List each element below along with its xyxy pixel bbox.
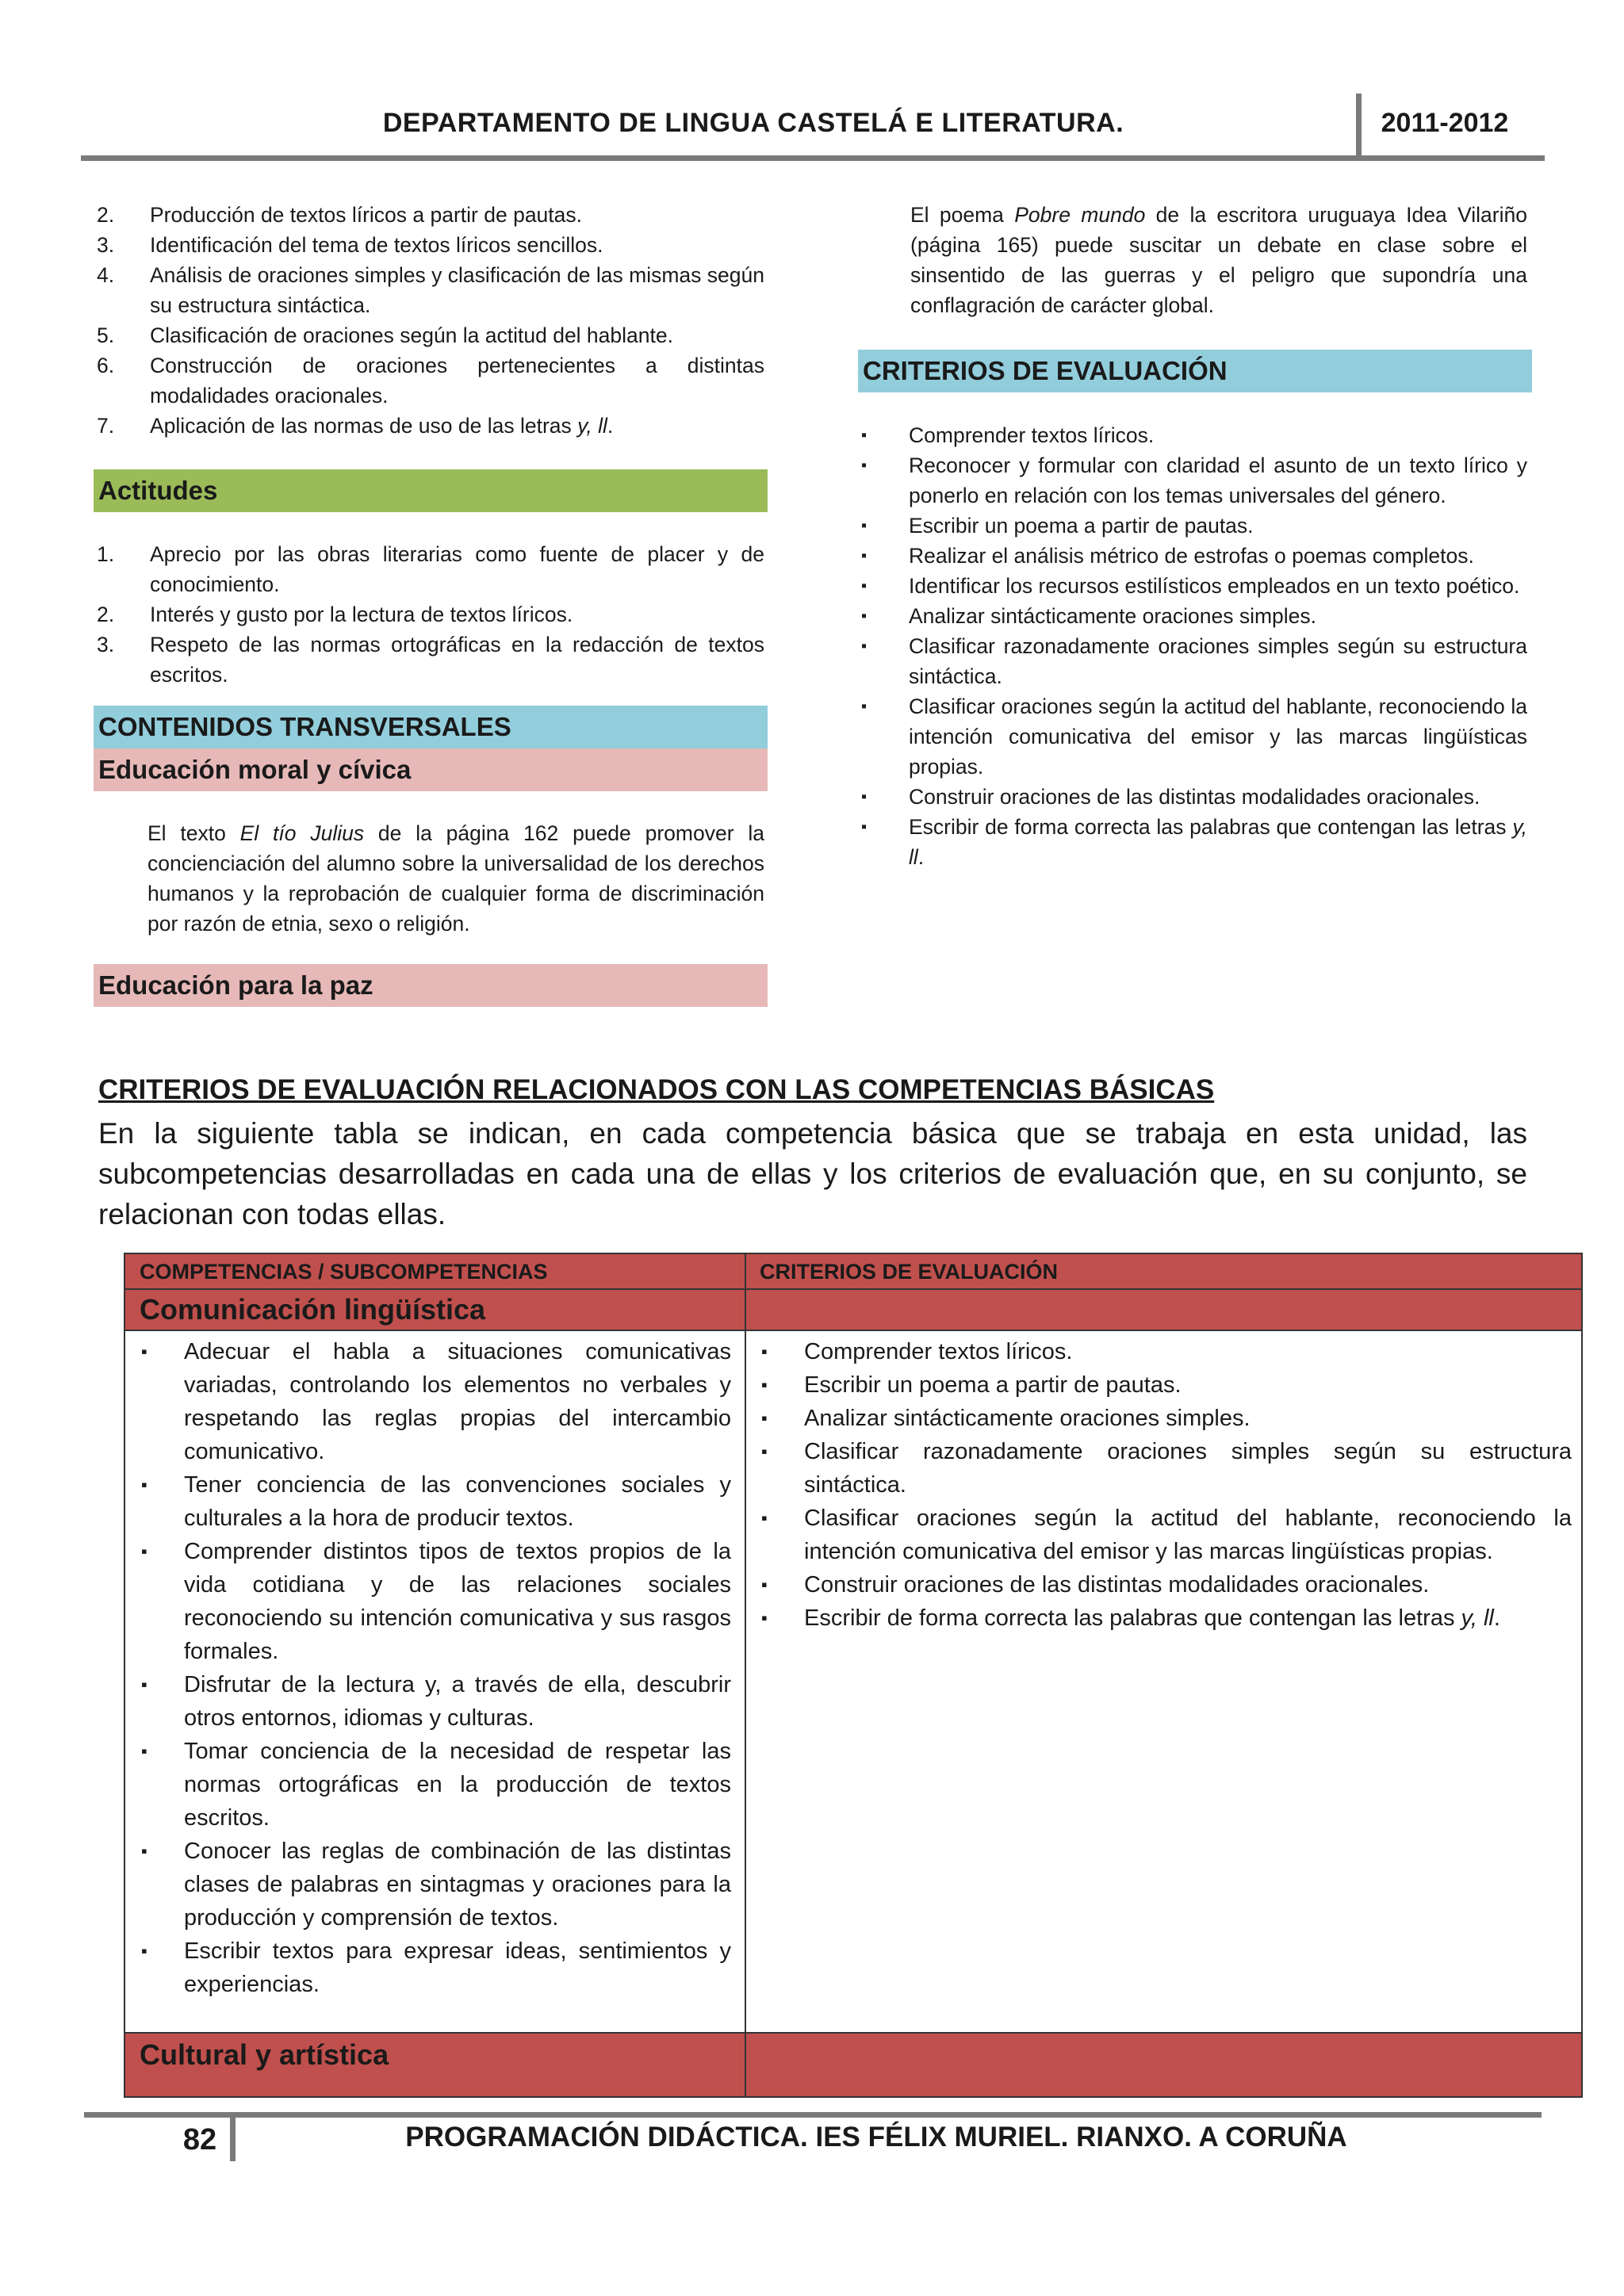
- list-item: [756, 1402, 1572, 1435]
- moral-civica-paragraph: [147, 818, 764, 939]
- list-item: [861, 812, 1527, 872]
- bullet-icon: ▪: [141, 1741, 147, 1761]
- list-item-text: Analizar sintácticamente oraciones simples.: [804, 1406, 1251, 1431]
- list-item-text: .: [607, 414, 614, 438]
- list-item-text: Clasificar razonadamente oraciones simples según su estructura sintáctica.: [804, 1439, 1572, 1498]
- list-item-text: Construir oraciones de las distintas modalidades oracionales.: [909, 785, 1480, 809]
- list-item-text: Escribir un poema a partir de pautas.: [909, 514, 1254, 538]
- list-item-text: Tener conciencia de las convenciones sociales y culturales a la hora de producir textos.: [184, 1472, 731, 1531]
- bullet-icon: ▪: [861, 517, 868, 534]
- bullet-icon: ▪: [761, 1375, 768, 1395]
- criterios-heading: CRITERIOS DE EVALUACIÓN: [858, 350, 1532, 392]
- page-number: 82: [182, 2123, 217, 2156]
- list-item-text: Producción de textos líricos a partir de pautas.: [150, 203, 583, 227]
- list-item-text: Análisis de oraciones simples y clasificación de las mismas según su estructura sintáctica.: [150, 263, 764, 317]
- bullet-icon: ▪: [861, 607, 868, 625]
- list-item-text: Escribir un poema a partir de pautas.: [804, 1372, 1182, 1398]
- bullet-icon: ▪: [761, 1575, 768, 1594]
- list-item-text: Escribir de forma correcta las palabras que contengan las letras: [909, 815, 1513, 839]
- list-item: [861, 631, 1527, 691]
- list-item: [756, 1435, 1572, 1502]
- list-item-italic: y, ll: [1461, 1605, 1494, 1631]
- table-criterios-list: [756, 1335, 1572, 1635]
- list-item-text: Comprender textos líricos.: [804, 1339, 1073, 1364]
- table-group-cultural-criterios: [745, 2033, 1581, 2096]
- list-item: [861, 541, 1527, 571]
- table-rule: [125, 1288, 1581, 1290]
- competencias-section-title: CRITERIOS DE EVALUACIÓN RELACIONADOS CON LAS COMPETENCIAS BÁSICAS: [98, 1074, 1215, 1105]
- table-column-rule: [745, 1254, 746, 2096]
- list-item-text: Disfrutar de la lectura y, a través de ella, descubrir otros entornos, idiomas y culturas.: [184, 1672, 731, 1731]
- criterios-list: [861, 420, 1527, 872]
- bullet-icon: ▪: [861, 427, 868, 444]
- list-item-text: Clasificación de oraciones según la actitud del hablante.: [150, 323, 673, 347]
- list-number: 1.: [97, 542, 115, 566]
- list-item: [861, 691, 1527, 782]
- paz-text-part: de la escritora uruguaya Idea Vilariño (página 165) puede suscitar un debate en clase sobre el sinsentido de las guerras y el peligro que supondría una conflagración de carácter global.: [910, 203, 1527, 317]
- table-header-criterios: CRITERIOS DE EVALUACIÓN: [745, 1254, 1581, 1289]
- list-item: [136, 1735, 731, 1835]
- list-item: [861, 420, 1527, 450]
- list-number: 6.: [97, 354, 115, 377]
- bullet-icon: ▪: [141, 1475, 147, 1494]
- list-item-text: .: [917, 845, 925, 869]
- list-item-text: .: [1493, 1605, 1500, 1631]
- list-item-text: Construir oraciones de las distintas modalidades oracionales.: [804, 1572, 1430, 1598]
- list-item: [136, 1668, 731, 1735]
- table-group-cultural: Cultural y artística: [125, 2033, 745, 2096]
- table-header-competencias: COMPETENCIAS / SUBCOMPETENCIAS: [125, 1254, 745, 1289]
- list-number: 4.: [97, 263, 115, 287]
- actitudes-list: [97, 539, 764, 690]
- list-number: 7.: [97, 414, 115, 438]
- footer-text: PROGRAMACIÓN DIDÁCTICA. IES FÉLIX MURIEL. RIANXO. A CORUÑA: [405, 2122, 1347, 2152]
- competencias-intro: En la siguiente tabla se indican, en cada competencia básica que se trabaja en esta unidad, las subcompetencias desarrolladas en cada una de ellas y los criterios de evaluación que, en su conjunto, se relacionan con todas ellas.: [98, 1117, 1527, 1230]
- bullet-icon: ▪: [141, 1541, 147, 1561]
- list-item: [97, 200, 764, 230]
- list-item: [756, 1335, 1572, 1368]
- list-item-text: Identificación del tema de textos líricos sencillos.: [150, 233, 603, 257]
- list-item-text: Conocer las reglas de combinación de las distintas clases de palabras en sintagmas y oraciones para la producción y comprensión de textos.: [184, 1839, 731, 1931]
- bullet-icon: ▪: [861, 788, 868, 806]
- bullet-icon: ▪: [141, 1941, 147, 1961]
- list-item-text: Construcción de oraciones pertenecientes a distintas modalidades oracionales.: [150, 354, 764, 408]
- list-item: [97, 629, 764, 690]
- list-number: 2.: [97, 203, 115, 227]
- list-number: 3.: [97, 233, 115, 257]
- list-item-text: Reconocer y formular con claridad el asunto de un texto lírico y ponerlo en relación con los temas universales del género.: [909, 453, 1527, 507]
- table-rule: [125, 1330, 1581, 1331]
- list-item-italic: y, ll: [577, 414, 607, 438]
- table-group-comunicacion-criterios: [745, 1289, 1581, 1330]
- subcompetencias-list: [136, 1335, 731, 2001]
- bullet-icon: ▪: [861, 818, 868, 836]
- moral-text-part: El texto: [147, 821, 240, 845]
- list-item: [97, 350, 764, 411]
- list-item: [97, 320, 764, 350]
- list-item: [136, 1934, 731, 2001]
- paz-heading: Educación para la paz: [94, 964, 768, 1007]
- bullet-icon: ▪: [761, 1508, 768, 1528]
- moral-civica-heading: Educación moral y cívica: [94, 748, 768, 791]
- list-item-text: Tomar conciencia de la necesidad de respetar las normas ortográficas en la producción de textos escritos.: [184, 1739, 731, 1831]
- footer-divider-vertical: [230, 2115, 236, 2161]
- list-item-text: Comprender distintos tipos de textos propios de la vida cotidiana y de las relaciones sociales reconociendo su intención comunicativa y sus rasgos formales.: [184, 1539, 731, 1664]
- list-item: [136, 1835, 731, 1934]
- header-divider-vertical: [1356, 94, 1362, 157]
- list-item-text: Analizar sintácticamente oraciones simples.: [909, 604, 1317, 628]
- list-number: 3.: [97, 633, 115, 656]
- list-item-text: Escribir textos para expresar ideas, sentimientos y experiencias.: [184, 1938, 731, 1997]
- list-item: [861, 782, 1527, 812]
- bullet-icon: ▪: [761, 1608, 768, 1628]
- list-item: [136, 1468, 731, 1535]
- bullet-icon: ▪: [861, 637, 868, 655]
- list-item: [861, 511, 1527, 541]
- bullet-icon: ▪: [141, 1841, 147, 1861]
- list-item-text: Clasificar oraciones según la actitud del hablante, reconociendo la intención comunicativa del emisor y las marcas lingüísticas propias.: [909, 695, 1527, 779]
- footer-rule: [84, 2112, 1542, 2118]
- list-item: [756, 1568, 1572, 1601]
- list-item: [97, 260, 764, 320]
- list-item-italic: y, ll: [909, 815, 1527, 869]
- bullet-icon: ▪: [861, 698, 868, 715]
- list-item-text: Identificar los recursos estilísticos empleados en un texto poético.: [909, 574, 1520, 598]
- list-number: 5.: [97, 323, 115, 347]
- list-item-text: Comprender textos líricos.: [909, 423, 1155, 447]
- transversales-heading: CONTENIDOS TRANSVERSALES: [94, 706, 768, 748]
- bullet-icon: ▪: [861, 547, 868, 564]
- paz-paragraph: [910, 200, 1527, 320]
- list-item-text: Escribir de forma correcta las palabras que contengan las letras: [804, 1605, 1461, 1631]
- list-item-text: Respeto de las normas ortográficas en la redacción de textos escritos.: [150, 633, 764, 687]
- paz-text-part: El poema: [910, 203, 1015, 227]
- bullet-icon: ▪: [141, 1674, 147, 1694]
- competencias-table: [124, 1253, 1583, 2098]
- list-item-text: Clasificar razonadamente oraciones simples según su estructura sintáctica.: [909, 634, 1527, 688]
- document-header-title: DEPARTAMENTO DE LINGUA CASTELÁ E LITERATURA.: [382, 108, 1124, 138]
- table-rule: [125, 2032, 1581, 2034]
- list-item-text: Interés y gusto por la lectura de textos líricos.: [150, 603, 573, 626]
- list-item: [97, 599, 764, 629]
- moral-text-part: de la página 162 puede promover la concienciación del alumno sobre la universalidad de los derechos humanos y la reprobación de cualquier forma de discriminación por razón de etnia, sexo o religión.: [147, 821, 764, 936]
- list-item: [97, 230, 764, 260]
- list-number: 2.: [97, 603, 115, 626]
- document-header-year: 2011-2012: [1381, 108, 1509, 138]
- list-item: [756, 1368, 1572, 1402]
- list-item: [861, 601, 1527, 631]
- list-item: [97, 539, 764, 599]
- bullet-icon: ▪: [861, 577, 868, 595]
- list-item: [861, 450, 1527, 511]
- list-item-text: Clasificar oraciones según la actitud del hablante, reconociendo la intención comunicativa del emisor y las marcas lingüísticas propias.: [804, 1506, 1572, 1564]
- procedures-list: [97, 200, 764, 441]
- list-item: [861, 571, 1527, 601]
- bullet-icon: ▪: [861, 457, 868, 474]
- bullet-icon: ▪: [141, 1341, 147, 1361]
- paz-text-italic: Pobre mundo: [1014, 203, 1146, 227]
- bullet-icon: ▪: [761, 1408, 768, 1428]
- table-group-comunicacion: Comunicación lingüística: [125, 1289, 745, 1330]
- list-item: [756, 1601, 1572, 1635]
- list-item: [136, 1335, 731, 1468]
- list-item: [97, 411, 764, 441]
- header-rule: [81, 155, 1545, 161]
- list-item-text: Aplicación de las normas de uso de las letras: [150, 414, 578, 438]
- bullet-icon: ▪: [761, 1341, 768, 1361]
- actitudes-heading: Actitudes: [94, 469, 768, 512]
- list-item-text: Aprecio por las obras literarias como fuente de placer y de conocimiento.: [150, 542, 764, 596]
- list-item-text: Adecuar el habla a situaciones comunicativas variadas, controlando los elementos no verbales y respetando las reglas propias del intercambio comunicativo.: [184, 1339, 731, 1464]
- list-item-text: Realizar el análisis métrico de estrofas o poemas completos.: [909, 544, 1474, 568]
- moral-text-italic: El tío Julius: [239, 821, 365, 845]
- list-item: [756, 1502, 1572, 1568]
- bullet-icon: ▪: [761, 1441, 768, 1461]
- list-item: [136, 1535, 731, 1668]
